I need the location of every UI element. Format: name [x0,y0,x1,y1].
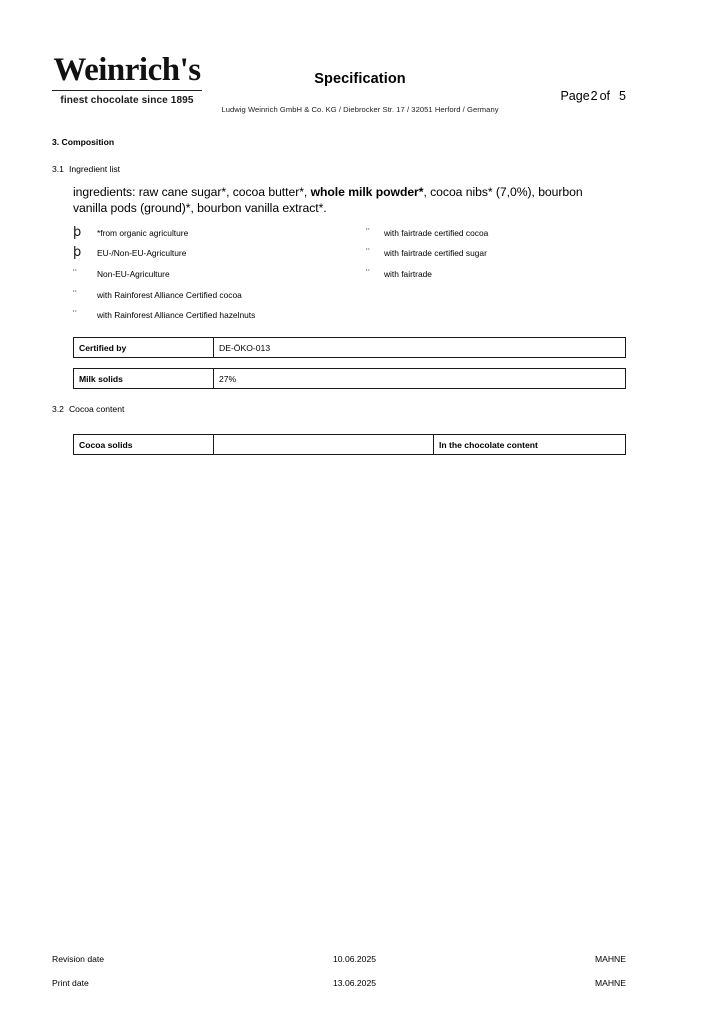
footer-label: Revision date [52,954,105,964]
table-cocoa-solids [73,434,626,455]
footer-revision-row [52,954,626,966]
subsection-number: 3.1 [52,164,64,174]
logo-divider [52,90,202,91]
legend-item-label: EU-/Non-EU-Agriculture [97,248,187,258]
footer-date: 13.06.2025 [333,978,377,988]
legend-item-label: with fairtrade certified cocoa [384,228,489,238]
page-title: Specification [314,71,406,87]
table-milk-solids [73,368,626,389]
checkbox-checked-icon[interactable]: þ [73,245,82,260]
ingredient-list-text [73,185,603,216]
ingredients-suffix: , cocoa nibs* (7,0%), bourbon vanilla pods (ground)*, bourbon vanilla extract*. [73,185,583,215]
checkbox-empty-icon[interactable]: ¨ [366,247,370,259]
ingredients-bold-item: whole milk powder* [310,185,424,199]
legend-item-label: with fairtrade [384,269,432,279]
subsection-label: Cocoa content [68,404,125,414]
page-number-current: 2 [590,89,598,103]
page-number [560,89,626,103]
checkbox-empty-icon[interactable]: ¨ [366,227,370,239]
subsection-number: 3.2 [52,404,64,414]
ingredients-prefix: ingredients: raw cane sugar*, cocoa butter*, [73,185,311,199]
checkbox-empty-icon[interactable]: ¨ [73,268,77,280]
cocoa-solids-note: In the chocolate content [439,439,538,450]
footnote-legend [0,227,720,327]
certified-by-value: DE-ÖKO-013 [219,342,271,353]
checkbox-empty-icon[interactable]: ¨ [73,289,77,301]
checkbox-empty-icon[interactable]: ¨ [73,309,77,321]
subsection-label: Ingredient list [68,164,121,174]
subsection-ingredient-list [52,164,120,174]
footer-user: MAHNE [594,954,626,964]
table-certified-by [73,337,626,358]
legend-item-label: with Rainforest Alliance Certified cocoa [97,290,242,300]
company-address-line: Ludwig Weinrich GmbH & Co. KG / Diebrocker Str. 17 / 32051 Herford / Germany [221,105,499,114]
legend-item-label: Non-EU-Agriculture [97,269,170,279]
cocoa-solids-value [214,435,434,454]
footer-date: 10.06.2025 [333,954,377,964]
legend-item-label: with Rainforest Alliance Certified hazelnuts [97,310,256,320]
checkbox-checked-icon[interactable]: þ [73,225,82,240]
cocoa-solids-label: Cocoa solids [74,435,214,454]
logo-wordmark: Weinrich's [53,52,201,88]
certified-by-label: Certified by [74,338,214,357]
page-number-total: 5 [619,89,626,103]
footer-print-row [52,978,626,990]
milk-solids-label: Milk solids [74,369,214,388]
footer-user: MAHNE [594,978,626,988]
checkbox-empty-icon[interactable]: ¨ [366,268,370,280]
legend-item-label: with fairtrade certified sugar [384,248,487,258]
subsection-cocoa-content [52,404,124,414]
page-number-of: of [599,89,611,103]
footer-label: Print date [52,978,89,988]
milk-solids-value: 27% [219,373,237,384]
legend-item-label: *from organic agriculture [97,228,189,238]
page-number-label: Page [560,89,590,103]
section-heading-composition: 3. Composition [52,137,115,147]
logo-tagline: finest chocolate since 1895 [60,94,194,106]
